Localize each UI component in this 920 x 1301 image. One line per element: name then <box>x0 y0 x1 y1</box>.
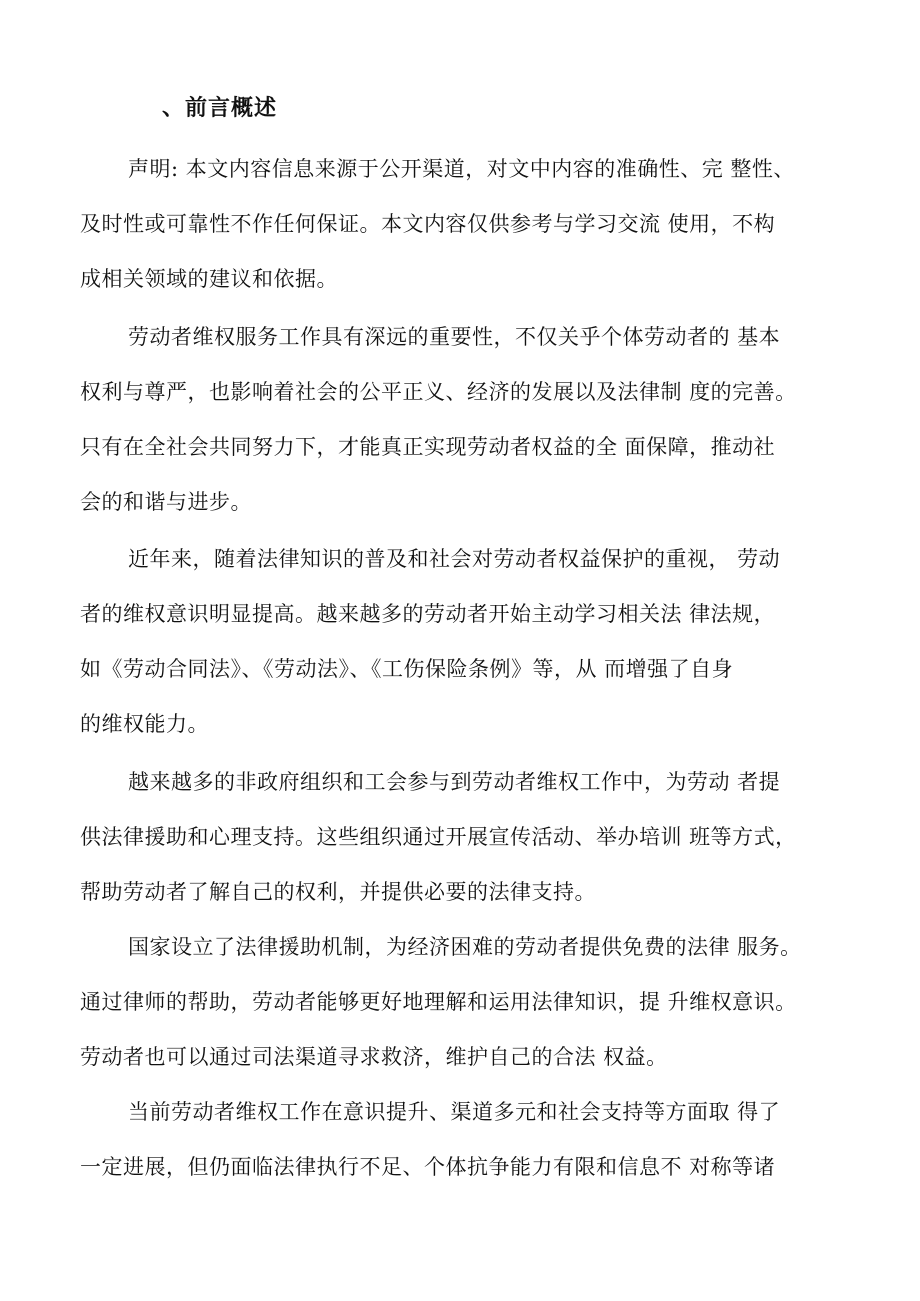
paragraph-line: 劳动者也可以通过司法渠道寻求救济，维护自己的合法 权益。 <box>80 1045 668 1069</box>
paragraph-disclaimer <box>80 142 860 307</box>
paragraph-line: 近年来，随着法律知识的普及和社会对劳动者权益保护的重视， 劳动 <box>128 547 781 571</box>
paragraph-line: 如《劳动合同法》、《劳动法》、《工伤保险条例》等，从 而增强了自身 <box>80 657 734 681</box>
paragraph-line: 当前劳动者维权工作在意识提升、渠道多元和社会支持等方面取 得了 <box>128 1100 781 1124</box>
paragraph-line: 供法律援助和心理支持。这些组织通过开展宣传活动、举办培训 班等方式， <box>80 825 797 849</box>
paragraph-line: 国家设立了法律援助机制，为经济困难的劳动者提供免费的法律 服务。 <box>128 935 802 959</box>
paragraph-line: 权利与尊严，也影响着社会的公平正义、经济的发展以及法律制 度的完善。 <box>80 380 797 404</box>
paragraph-line: 及时性或可靠性不作任何保证。本文内容仅供参考与学习交流 使用，不构 <box>80 212 776 236</box>
paragraph-line: 声明: 本文内容信息来源于公开渠道，对文中内容的准确性、完 整性、 <box>128 157 795 181</box>
paragraph-awareness <box>80 532 860 752</box>
paragraph-line: 的维权能力。 <box>80 712 209 736</box>
paragraph-line: 帮助劳动者了解自己的权利，并提供必要的法律支持。 <box>80 880 596 904</box>
paragraph-line: 者的维权意识明显提高。越来越多的劳动者开始主动学习相关法 律法规， <box>80 602 776 626</box>
paragraph-line: 会的和谐与进步。 <box>80 490 252 514</box>
section-heading: 、前言概述 <box>162 95 278 121</box>
paragraph-current-status <box>80 1085 860 1195</box>
paragraph-legal-aid <box>80 920 860 1085</box>
paragraph-line: 越来越多的非政府组织和工会参与到劳动者维权工作中，为劳动 者提 <box>128 770 781 794</box>
paragraph-line: 成相关领域的建议和依据。 <box>80 267 338 291</box>
paragraph-line: 只有在全社会共同努力下，才能真正实现劳动者权益的全 面保障，推动社 <box>80 435 776 459</box>
paragraph-organizations <box>80 755 860 920</box>
paragraph-importance <box>80 310 860 530</box>
paragraph-line: 通过律师的帮助，劳动者能够更好地理解和运用法律知识，提 升维权意识。 <box>80 990 797 1014</box>
paragraph-line: 一定进展，但仍面临法律执行不足、个体抗争能力有限和信息不 对称等诸 <box>80 1155 776 1179</box>
paragraph-line: 劳动者维权服务工作具有深远的重要性，不仅关乎个体劳动者的 基本 <box>128 325 781 349</box>
